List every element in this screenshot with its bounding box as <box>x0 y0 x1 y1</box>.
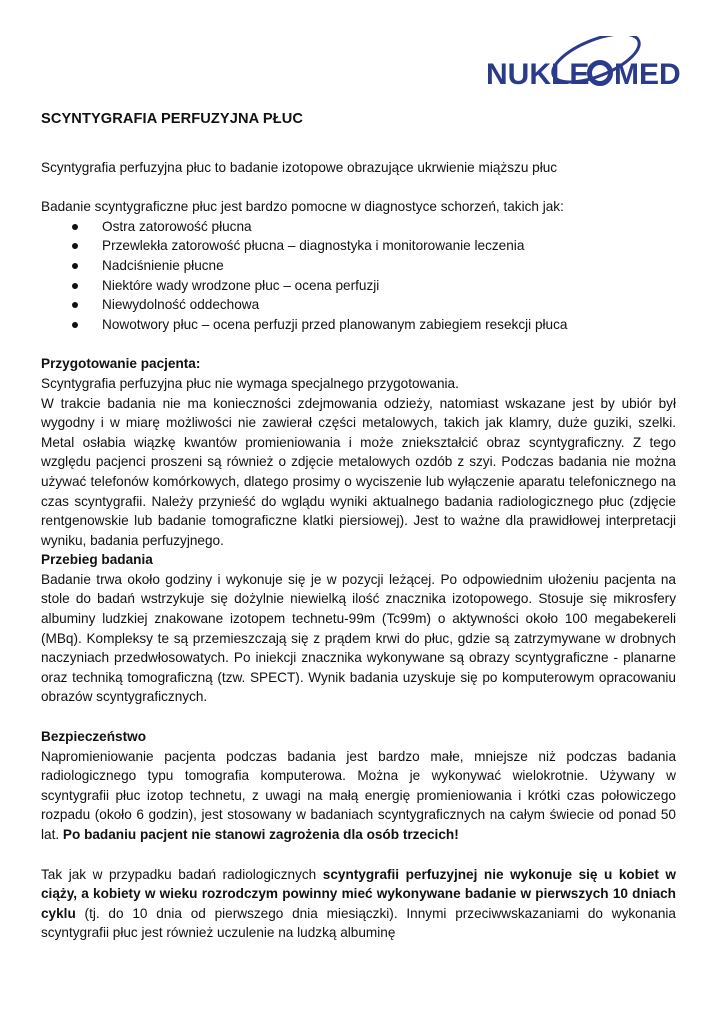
logo-text-nukle: NUKLE <box>486 58 590 91</box>
bullet-icon <box>72 322 78 328</box>
bullet-icon <box>72 224 78 230</box>
list-item: Przewlekła zatorowość płucna – diagnostyka i monitorowanie leczenia <box>41 236 676 256</box>
list-item: Niewydolność oddechowa <box>41 295 676 315</box>
procedure-heading: Przebieg badania <box>41 552 153 568</box>
pregnancy-paragraph: Tak jak w przypadku badań radiologicznych scyntygrafii perfuzyjnej nie wykonuje się u kobiet w ciąży, a kobiety w wieku rozrodczym powinny mieć wykonywane badanie w pierwszych 10 dniach cyklu (tj. do 10 dnia od pierwszego dnia miesiączki). Innymi przeciwwskazaniami do wykonania scyntygrafii płuc jest również uczulenie na ludzką albuminę <box>41 866 676 941</box>
list-item: Ostra zatorowość płucna <box>41 217 676 237</box>
bullet-icon <box>72 283 78 289</box>
bullet-icon <box>72 243 78 249</box>
list-item: Nowotwory płuc – ocena perfuzji przed planowanym zabiegiem resekcji płuca <box>41 315 676 335</box>
page-title: SCYNTYGRAFIA PERFUZYJNA PŁUC <box>41 111 303 127</box>
preparation-heading: Przygotowanie pacjenta: <box>41 356 201 372</box>
nukleomed-logo <box>484 36 702 96</box>
preparation-paragraph: W trakcie badania nie ma konieczności zdejmowania odzieży, natomiast wskazane jest by ubiór był wygodny i w miarę możliwości nie zawierał części metalowych, takich jak klamry, duże guziki, szelki. Metal osłabia wiązkę kwantów promieniowania i może zniekształcić obraz scyntygraficzny. Z tego względu pacjenci proszeni są również o zdjęcie metalowych ozdób z szyi. Podczas badania nie można używać telefonów komórkowych, dlatego prosimy o wyciszenie lub wyłączenie aparatu telefonicznego na czas scyntygrafii. Należy przynieść do wglądu wyniki aktualnego badania radiologicznego płuc (zdjęcie rentgenowskie lub badanie tomograficzne klatki piersiowej). Jest to ważne dla prawidłowej interpretacji wyniku, badania perfuzyjnego. <box>41 395 676 548</box>
diagnostics-lead: Badanie scyntygraficzne płuc jest bardzo pomocne w diagnostyce schorzeń, takich jak: <box>41 199 564 215</box>
pregnancy-warning: scyntygrafii perfuzyjnej nie wykonuje się u kobiet w ciąży, a kobiety w wieku rozrodczym powinny mieć wykonywane badanie w pierwszych 10 dniach cyklu <box>41 866 676 921</box>
bullet-icon <box>72 263 78 269</box>
list-item: Nadciśnienie płucne <box>41 256 676 276</box>
logo-text-med: MED <box>614 58 681 91</box>
procedure-paragraph: Badanie trwa około godziny i wykonuje się je w pozycji leżącej. Po odpowiednim ułożeniu pacjenta na stole do badań wstrzykuje się dożylnie niewielką ilość znacznika izotopowego. Stosuje się mikrosfery albuminy ludzkiej znakowane izotopem technetu-99m (Tc99m) o aktywności około 100 megabekereli (MBq). Kompleksy te są przemieszczają się z prądem krwi do płuc, gdzie są zatrzymywane w drobnych naczyniach przedwłosowatych. Po iniekcji znacznika wykonywane są obrazy scyntygraficzne - planarne oraz techniką tomograficzną (tzw. SPECT). Wynik badania uzyskuje się po komputerowym opracowaniu obrazów scyntygraficznych. <box>41 571 676 705</box>
intro-paragraph: Scyntygrafia perfuzyjna płuc to badanie izotopowe obrazujące ukrwienie miąższu płuc <box>41 159 558 175</box>
diagnostics-list <box>41 217 676 335</box>
list-item: Niektóre wady wrodzone płuc – ocena perfuzji <box>41 276 676 296</box>
safety-paragraph: Napromieniowanie pacjenta podczas badania jest bardzo małe, mniejsze niż podczas badania radiologicznego typu tomografia komputerowa. Można je wykonywać wielokrotnie. Używany w scyntygrafii płuc izotop technetu, z uwagi na małą energię promieniowania i krótki czas połowiczego rozpadu (około 6 godzin), jest stosowany w badaniach scyntygraficznych na całym świecie od ponad 50 lat. Po badaniu pacjent nie stanowi zagrożenia dla osób trzecich! <box>41 748 676 842</box>
safety-heading: Bezpieczeństwo <box>41 729 146 745</box>
preparation-line: Scyntygrafia perfuzyjna płuc nie wymaga specjalnego przygotowania. <box>41 375 459 391</box>
document-body <box>41 110 676 943</box>
safety-warning: Po badaniu pacjent nie stanowi zagrożenia dla osób trzecich! <box>62 827 459 842</box>
bullet-icon <box>72 302 78 308</box>
